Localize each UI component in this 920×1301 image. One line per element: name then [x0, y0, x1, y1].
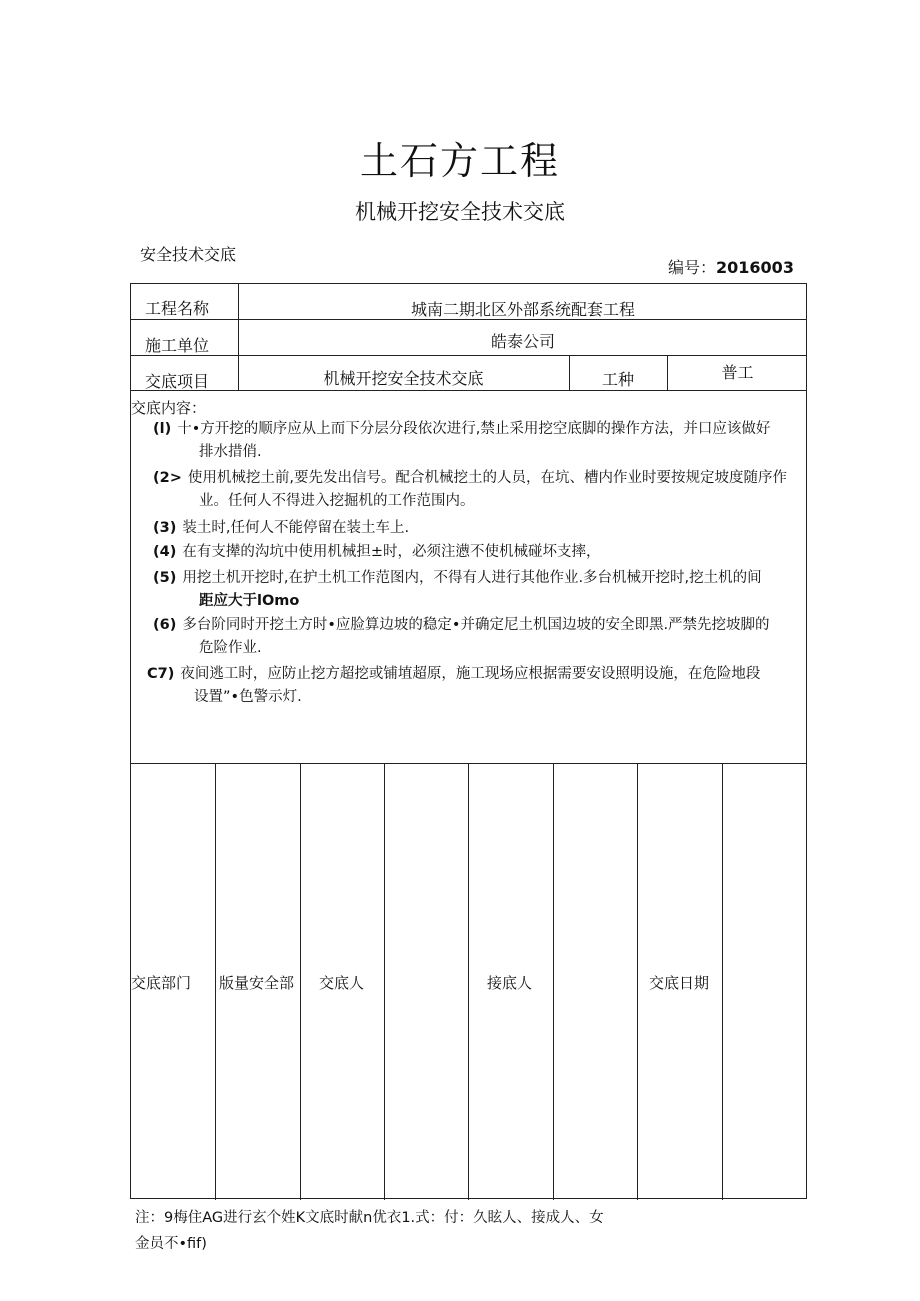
content-item [153, 567, 762, 613]
item-text: 多台阶同时开挖土方时•应脸算边坡的稳定•并确定尼土机国边坡的安全即黑.严禁先挖坡脚的 [182, 617, 770, 633]
item-text-continued: 排水措俏. [199, 444, 262, 460]
item-text: 在有支撵的沟坑中使用机械担±时，必须注懑不使机械碰坏支摔， [182, 544, 601, 560]
item-text: 夜间逃工时，应防止挖方超挖或铺埴超原，施工现场应根据需要安设照明设施，在危险地段 [180, 666, 761, 682]
disclosure-form-table [130, 283, 807, 1199]
row-divider [131, 390, 806, 391]
item-text: 使用机械挖土前,要先发出信号。配合机械挖土的人员，在坑、槽内作业时要按规定坡度随序作 [187, 470, 787, 486]
item-number: (5) [153, 570, 177, 586]
dept-label: 交底部门 [131, 974, 192, 992]
item-text: 装土时,任何人不能停留在装土车上. [182, 520, 410, 536]
item-number: (4) [153, 544, 177, 560]
content-item [153, 541, 601, 564]
document-type: 安全技术交底 [140, 245, 237, 264]
document-number-value: 2016003 [716, 258, 794, 277]
footnote-line: 注：9梅住AG进行玄个姓K文底时献n优衣1.式：付：久眩人、接成人、女 [135, 1210, 604, 1226]
item-text-continued: 距应大于lOmo [199, 593, 300, 609]
content-item [153, 467, 787, 513]
col-divider [468, 763, 469, 1200]
document-title: 土石方工程 [359, 139, 560, 183]
trade-label: 工种 [601, 370, 634, 389]
project-name-label: 工程名称 [145, 299, 210, 318]
col-divider [637, 763, 638, 1200]
content-label: 交底内容： [131, 399, 207, 417]
item-number: (6) [153, 617, 177, 633]
footnote [135, 1205, 655, 1257]
item-text-continued: 危险作业. [199, 640, 262, 656]
construction-unit-value: 皓泰公司 [490, 332, 555, 351]
footnote-line: 金员不•fif) [135, 1236, 207, 1252]
col-divider [384, 763, 385, 1200]
item-number: (l) [153, 421, 172, 437]
row-divider [131, 355, 806, 356]
item-text-continued: 业。任何人不得进入挖掘机的工作范围内。 [199, 493, 475, 509]
discloser-label: 交底人 [319, 974, 365, 992]
col-divider [722, 763, 723, 1200]
item-label: 交底项目 [145, 372, 210, 391]
content-item [153, 614, 770, 660]
item-text: 十•方开挖的顺序应从上而下分层分段依次进行,禁止采用挖空底脚的操作方法，并口应该做好 [177, 421, 771, 437]
item-number: C7) [147, 666, 175, 682]
col-divider [300, 763, 301, 1200]
col-divider [553, 763, 554, 1200]
document-number-label: 编号： [668, 258, 717, 277]
item-number: (2> [153, 470, 182, 486]
item-value: 机械开挖安全技术交底 [323, 369, 484, 388]
content-item [153, 517, 409, 540]
trade-value: 普工 [721, 363, 754, 382]
dept-value: 版量安全部 [219, 974, 295, 992]
document-subtitle: 机械开挖安全技术交底 [355, 200, 565, 224]
date-label: 交底日期 [649, 974, 710, 992]
construction-unit-label: 施工单位 [145, 336, 210, 355]
content-item [147, 663, 760, 709]
item-number: (3) [153, 520, 177, 536]
document-number [668, 255, 794, 278]
item-text-continued: 设置”•色警示灯. [194, 689, 302, 705]
col-divider [215, 763, 216, 1200]
item-text: 用挖土机开挖时,在护土机工作范图内，不得有人进行其他作业.多台机械开挖时,挖土机的间 [182, 570, 762, 586]
project-name-value: 城南二期北区外部系统配套工程 [410, 300, 635, 319]
receiver-label: 接底人 [487, 974, 533, 992]
content-item [153, 418, 770, 464]
